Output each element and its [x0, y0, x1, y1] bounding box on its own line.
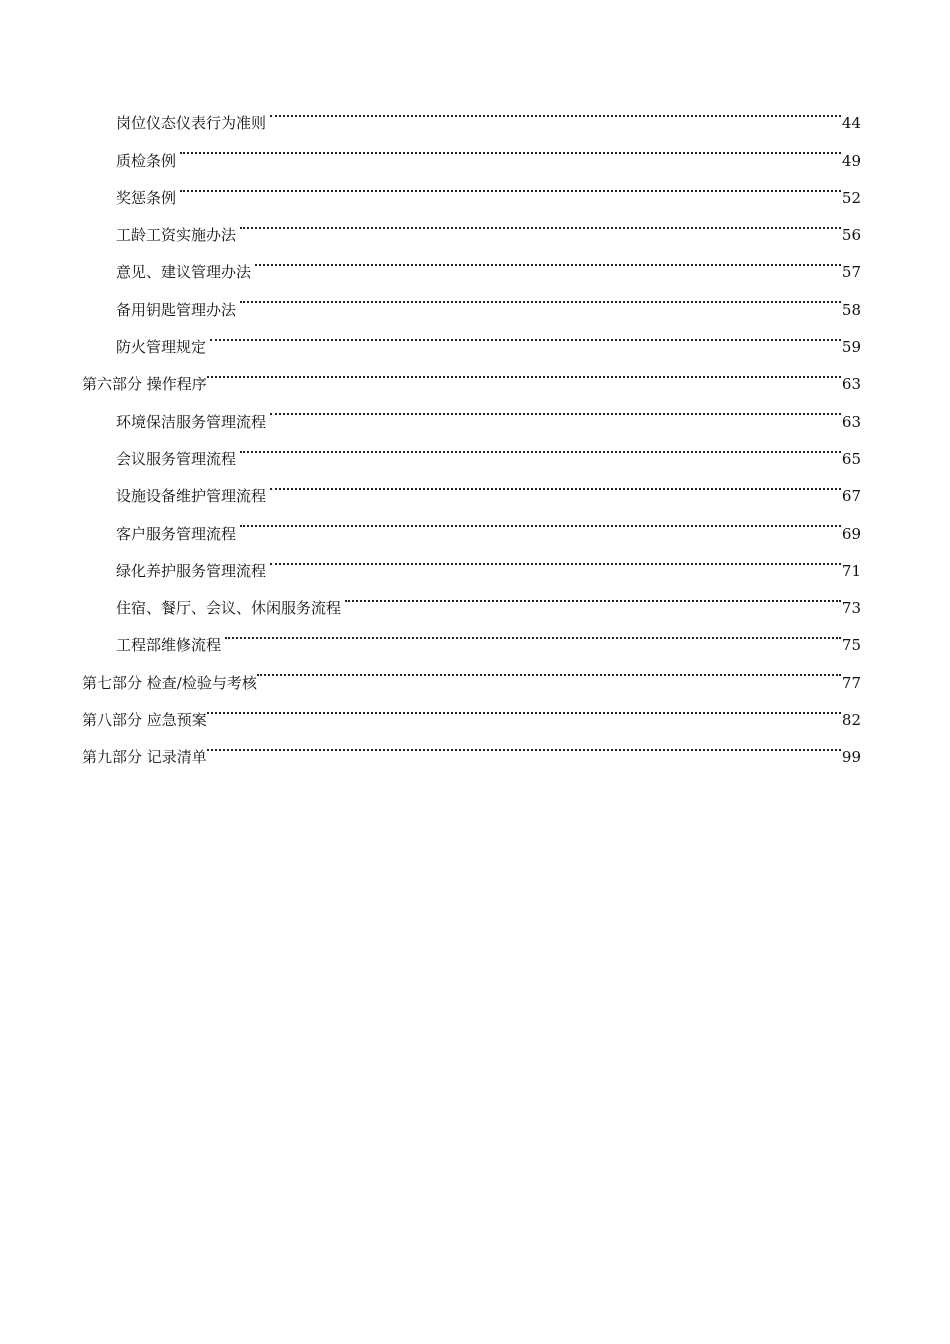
- toc-entry-title: 环境保洁服务管理流程: [116, 412, 267, 431]
- toc-page-number: 58: [841, 300, 861, 319]
- toc-page-number: 56: [841, 226, 861, 245]
- toc-entry-title: 防火管理规定: [116, 338, 207, 357]
- toc-entry-title: 住宿、餐厅、会议、休闲服务流程: [116, 599, 342, 618]
- toc-dot-leader: [240, 427, 841, 464]
- toc-page-number: 57: [841, 263, 861, 282]
- toc-entry-title: 备用钥匙管理办法: [116, 300, 237, 319]
- toc-page-number: 44: [841, 114, 861, 133]
- toc-entry-title: 质检条例: [116, 151, 177, 170]
- toc-page-number: 71: [841, 561, 861, 580]
- toc-page-number: 67: [841, 487, 861, 506]
- toc-dot-leader: [270, 91, 841, 128]
- toc-page-number: 63: [841, 375, 861, 394]
- toc-page-number: 77: [841, 673, 861, 692]
- toc-dot-leader: [207, 352, 841, 389]
- toc-dot-leader: [257, 650, 841, 687]
- toc-section-title: 第七部分 检查/检验与考核: [82, 673, 257, 692]
- toc-entry-title: 客户服务管理流程: [116, 524, 237, 543]
- toc-page-number: 73: [841, 599, 861, 618]
- toc-dot-leader: [180, 128, 841, 165]
- toc-dot-leader: [255, 240, 841, 277]
- toc-dot-leader: [270, 539, 841, 576]
- toc-dot-leader: [207, 725, 841, 762]
- toc-section-title: 第八部分 应急预案: [82, 711, 207, 730]
- toc-dot-leader: [240, 277, 841, 314]
- toc-dot-leader: [180, 166, 841, 203]
- toc-dot-leader: [225, 613, 841, 650]
- toc-entry-title: 岗位仪态仪表行为准则: [116, 114, 267, 133]
- toc-dot-leader: [207, 688, 841, 725]
- toc-section-title: 第六部分 操作程序: [82, 375, 207, 394]
- toc-entry-title: 设施设备维护管理流程: [116, 487, 267, 506]
- toc-dot-leader: [210, 315, 841, 352]
- toc-entry[interactable]: [82, 203, 861, 245]
- table-of-contents: [82, 91, 861, 767]
- toc-page-number: 75: [841, 636, 861, 655]
- toc-entry[interactable]: [82, 91, 861, 133]
- toc-dot-leader: [240, 501, 841, 538]
- toc-page-number: 59: [841, 338, 861, 357]
- toc-entry-title: 意见、建议管理办法: [116, 263, 252, 282]
- toc-dot-leader: [270, 389, 841, 426]
- toc-entry-title: 工程部维修流程: [116, 636, 222, 655]
- toc-section-title: 第九部分 记录清单: [82, 748, 207, 767]
- toc-entry-title: 奖惩条例: [116, 188, 177, 207]
- toc-entry[interactable]: [82, 128, 861, 170]
- toc-entry-title: 绿化养护服务管理流程: [116, 561, 267, 580]
- toc-dot-leader: [240, 203, 841, 240]
- toc-entry-title: 会议服务管理流程: [116, 449, 237, 468]
- toc-entry[interactable]: [82, 166, 861, 207]
- toc-page-number: 99: [841, 748, 861, 767]
- toc-entry-title: 工龄工资实施办法: [116, 226, 237, 245]
- toc-page-number: 52: [841, 188, 861, 207]
- toc-page-number: 69: [841, 524, 861, 543]
- toc-page-number: 63: [841, 412, 861, 431]
- toc-page-number: 82: [841, 711, 861, 730]
- toc-dot-leader: [270, 464, 841, 501]
- toc-page-number: 65: [841, 449, 861, 468]
- toc-page-number: 49: [841, 151, 861, 170]
- toc-dot-leader: [345, 576, 841, 613]
